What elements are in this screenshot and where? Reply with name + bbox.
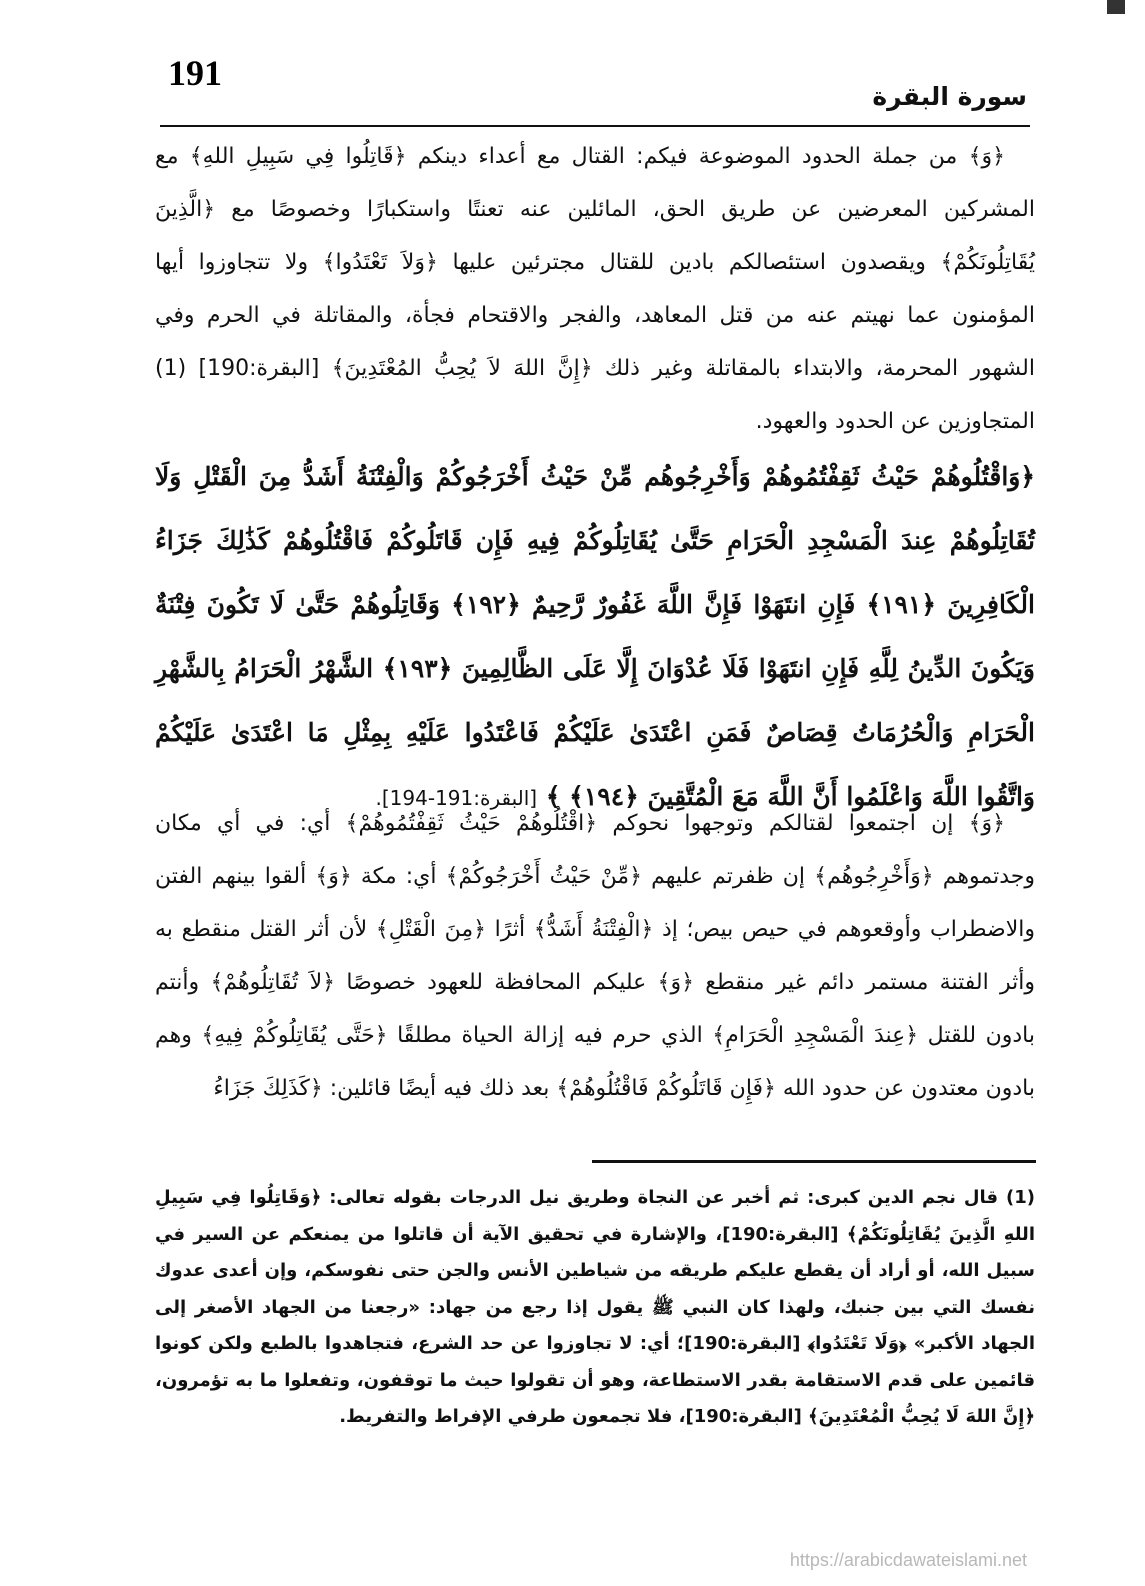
quran-verses-block — [155, 445, 1035, 830]
surah-title: سورة البقرة — [872, 82, 1027, 111]
commentary-paragraph-2: ﴿وَ﴾ إن اجتمعوا لقتالكم وتوجهوا نحوكم ﴿اقْتُلُوهُمْ حَيْثُ ثَقِفْتُمُوهُمْ﴾ أي: في أي مكان وجدتموهم ﴿وَأَخْرِجُوهُم﴾ إن ظفرتم عليهم ﴿مِّنْ حَيْثُ أَخْرَجُوكُمْ﴾ أي: مكة ﴿وَ﴾ ألقوا بينهم الفتن والاضطراب وأوقعوهم في حيص بيص؛ إذ ﴿الْفِتْنَةُ أَشَدُّ﴾ أثرًا ﴿مِنَ الْقَتْلِ﴾ لأن أثر القتل منقطع به وأثر الفتنة مستمر دائم غير منقطع ﴿وَ﴾ عليكم المحافظة للعهود خصوصًا ﴿لاَ تُقَاتِلُوهُمْ﴾ وأنتم بادون للقتل ﴿عِندَ الْمَسْجِدِ الْحَرَامِ﴾ الذي حرم فيه إزالة الحياة مطلقًا ﴿حَتَّى يُقَاتِلُوكُمْ فِيهِ﴾ وهم بادون معتدون عن حدود الله ﴿فَإِن قَاتَلُوكُمْ فَاقْتُلُوهُمْ﴾ بعد ذلك فيه أيضًا قائلين: ﴿كَذَلِكَ جَزَاءُ — [155, 811, 1035, 1101]
commentary-paragraph-1: ﴿وَ﴾ من جملة الحدود الموضوعة فيكم: القتال مع أعداء دينكم ﴿قَاتِلُوا فِي سَبِيلِ اللهِ﴾ مع المشركين المعرضين عن طريق الحق، المائلين عنه تعنتًا واستكبارًا وخصوصًا مع ﴿الَّذِينَ يُقَاتِلُونَكُمْ﴾ ويقصدون استئصالكم بادين للقتال مجترئين عليها ﴿وَلاَ تَعْتَدُوا﴾ ولا تتجاوزوا أيها المؤمنون عما نهيتم عنه من قتل المعاهد، والفجر والاقتحام فجأة، والمقاتلة في الحرم وفي الشهور المحرمة، والابتداء بالمقاتلة وغير ذلك ﴿إِنَّ اللهَ لاَ يُحِبُّ المُعْتَدِينَ﴾ [البقرة:190] (1) المتجاوزين عن الحدود والعهود. — [155, 144, 1035, 434]
footnote: (1) قال نجم الدين كبرى: ثم أخبر عن النجاة وطريق نيل الدرجات بقوله تعالى: ﴿وَقَاتِلُوا فِي سَبِيلِ اللهِ الَّذِينَ يُقَاتِلُونَكُمْ﴾ [البقرة:190]، والإشارة في تحقيق الآية أن قاتلوا من يمنعكم عن السير في سبيل الله، أو أراد أن يقطع عليكم طريقه من شياطين الأنس والجن حتى نفوسكم، وإن أعدى عدوك نفسك التي بين جنبك، ولهذا كان النبي ﷺ يقول إذا رجع من جهاد: «رجعنا من الجهاد الأصغر إلى الجهاد الأكبر» ﴿وَلَا تَعْتَدُوا﴾ [البقرة:190]؛ أي: لا تجاوزوا عن حد الشرع، فتجاهدوا بالطبع ولكن كونوا قائمين على قدم الاستقامة بقدر الاستطاعة، وهو أن تقولوا حيث ما توقفون، وتفعلوا ما به تؤمرون، ﴿إِنَّ اللهَ لَا يُحِبُّ الْمُعْتَدِينَ﴾ [البقرة:190]، فلا تجمعون طرفي الإفراط والتفريط. — [155, 1187, 1035, 1427]
verse-reference: [البقرة:191-194]. — [375, 786, 538, 810]
footnote-divider — [592, 1160, 1036, 1163]
watermark-url: https://arabicdawateislami.net — [789, 1550, 1027, 1570]
quran-verses-text: ﴿وَاقْتُلُوهُمْ حَيْثُ ثَقِفْتُمُوهُمْ وَأَخْرِجُوهُم مِّنْ حَيْثُ أَخْرَجُوكُمْ وَالْفِتْنَةُ أَشَدُّ مِنَ الْقَتْلِ وَلَا تُقَاتِلُوهُمْ عِندَ الْمَسْجِدِ الْحَرَامِ حَتَّىٰ يُقَاتِلُوكُمْ فِيهِ فَإِن قَاتَلُوكُمْ فَاقْتُلُوهُمْ كَذَٰلِكَ جَزَاءُ الْكَافِرِينَ ﴿١٩١﴾ فَإِنِ انتَهَوْا فَإِنَّ اللَّهَ غَفُورٌ رَّحِيمٌ ﴿١٩٢﴾ وَقَاتِلُوهُمْ حَتَّىٰ لَا تَكُونَ فِتْنَةٌ وَيَكُونَ الدِّينُ لِلَّهِ فَإِنِ انتَهَوْا فَلَا عُدْوَانَ إِلَّا عَلَى الظَّالِمِينَ ﴿١٩٣﴾ الشَّهْرُ الْحَرَامُ بِالشَّهْرِ الْحَرَامِ وَالْحُرُمَاتُ قِصَاصٌ فَمَنِ اعْتَدَىٰ عَلَيْكُمْ فَاعْتَدُوا عَلَيْهِ بِمِثْلِ مَا اعْتَدَىٰ عَلَيْكُمْ وَاتَّقُوا اللَّهَ وَاعْلَمُوا أَنَّ اللَّهَ مَعَ الْمُتَّقِينَ ﴿١٩٤﴾ ﴾ — [155, 462, 1035, 811]
page-number: 191 — [168, 53, 222, 93]
header-divider — [160, 125, 1030, 127]
scan-corner-mark — [1107, 0, 1125, 14]
